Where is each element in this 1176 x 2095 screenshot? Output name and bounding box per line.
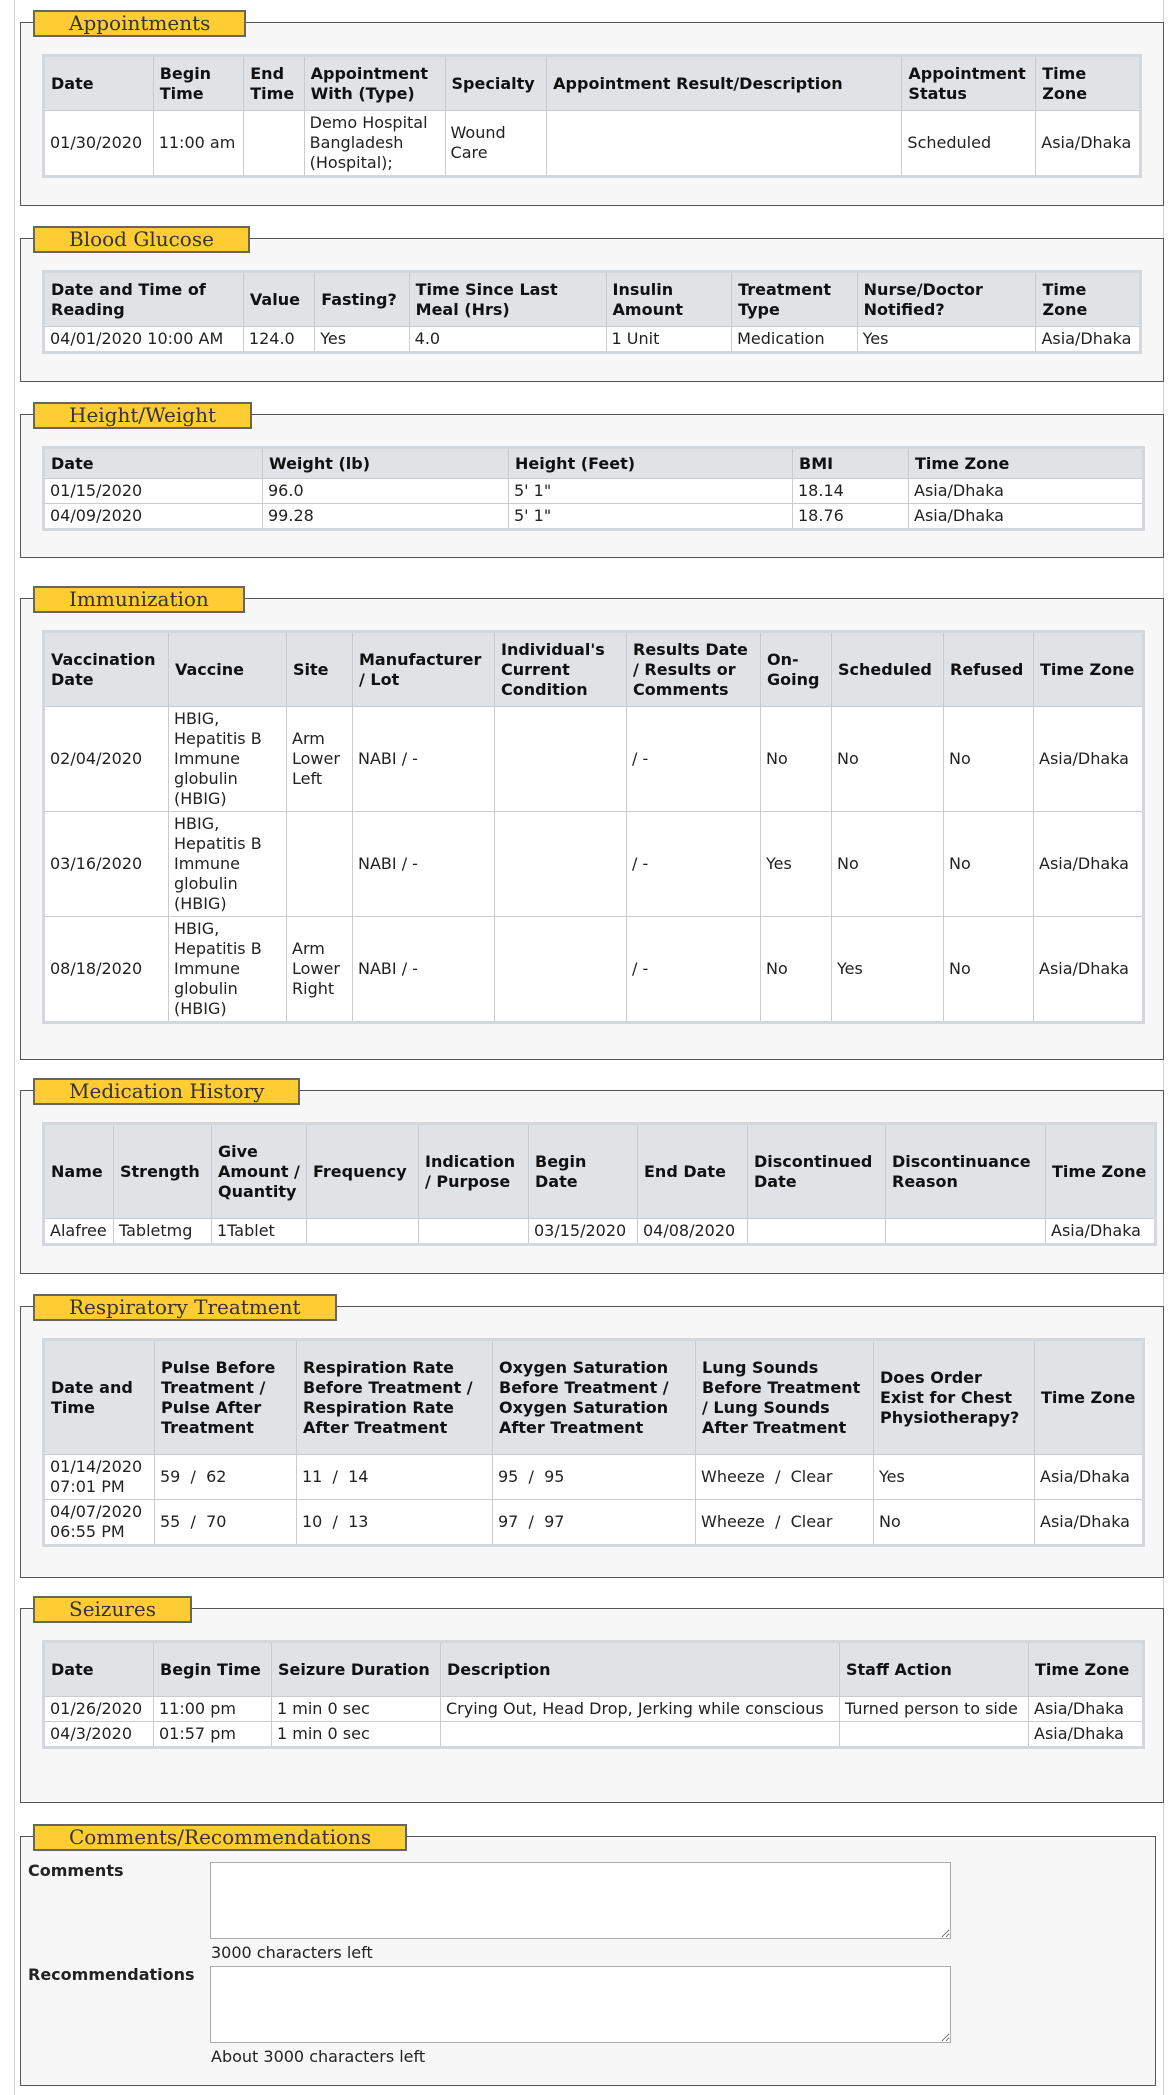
blood-glucose-column-header: Time Zone [1036, 272, 1141, 327]
height-weight-table-cell: 18.76 [793, 504, 909, 530]
seizures-table-cell [840, 1722, 1029, 1748]
comments-recommendations-section [20, 1825, 1156, 2086]
immunization-column-header: Individual's Current Condition [495, 632, 627, 707]
appointments-column-header: Appointment Status [902, 56, 1036, 111]
medication-history-title: Medication History [33, 1078, 300, 1105]
seizures-table-cell: Turned person to side [840, 1697, 1029, 1722]
seizures-column-header: Staff Action [840, 1642, 1029, 1697]
respiratory-treatment-table-cell: 10 / 13 [297, 1500, 493, 1546]
seizures-table-cell: Asia/Dhaka [1029, 1722, 1144, 1748]
immunization-column-header: Results Date / Results or Comments [627, 632, 761, 707]
height-weight-column-header: Weight (lb) [263, 448, 509, 479]
blood-glucose-table-cell: Yes [315, 327, 409, 353]
immunization-table-cell: No [761, 917, 832, 1023]
immunization-table-cell: No [832, 812, 944, 917]
immunization-table-cell: / - [627, 812, 761, 917]
blood-glucose-column-header: Nurse/Doctor Notified? [857, 272, 1036, 327]
height-weight-table-cell: 5' 1" [509, 479, 793, 504]
medication-history-table-cell: 1Tablet [212, 1219, 307, 1245]
seizures-table-row [44, 1697, 1144, 1722]
blood-glucose-column-header: Time Since Last Meal (Hrs) [409, 272, 606, 327]
respiratory-treatment-column-header: Oxygen Saturation Before Treatment / Oxygen Saturation After Treatment [493, 1340, 696, 1455]
appointments-table-cell: Demo Hospital Bangladesh (Hospital); [304, 111, 445, 177]
medication-history-table-cell: Asia/Dhaka [1046, 1219, 1156, 1245]
seizures-title: Seizures [33, 1596, 192, 1623]
blood-glucose-table-cell: Medication [732, 327, 858, 353]
respiratory-treatment-column-header: Pulse Before Treatment / Pulse After Treatment [155, 1340, 297, 1455]
seizures-table-cell: 01/26/2020 [44, 1697, 154, 1722]
comments-textarea[interactable] [210, 1862, 951, 1939]
respiratory-treatment-table-cell: 95 / 95 [493, 1455, 696, 1500]
appointments-table-row [44, 111, 1141, 177]
appointments-table-cell: Wound Care [445, 111, 547, 177]
seizures-column-header: Begin Time [154, 1642, 272, 1697]
respiratory-treatment-table-row [44, 1500, 1144, 1546]
immunization-table-cell: NABI / - [353, 917, 495, 1023]
height-weight-table-row [44, 479, 1144, 504]
medication-history-table-cell [419, 1219, 529, 1245]
immunization-column-header: Vaccination Date [44, 632, 169, 707]
blood-glucose-table-cell: 04/01/2020 10:00 AM [44, 327, 244, 353]
respiratory-treatment-table [42, 1338, 1145, 1547]
appointments-column-header: Time Zone [1036, 56, 1141, 111]
seizures-column-header: Date [44, 1642, 154, 1697]
height-weight-table-cell: 18.14 [793, 479, 909, 504]
respiratory-treatment-table-cell: Wheeze / Clear [696, 1455, 874, 1500]
appointments-table-cell: 11:00 am [153, 111, 244, 177]
immunization-table-cell: NABI / - [353, 707, 495, 812]
immunization-column-header: Vaccine [169, 632, 287, 707]
appointments-column-header: Specialty [445, 56, 547, 111]
medication-history-column-header: Give Amount / Quantity [212, 1124, 307, 1219]
comments-character-counter: 3000 characters left [211, 1943, 373, 1962]
immunization-table-row [44, 917, 1144, 1023]
respiratory-treatment-table-row [44, 1455, 1144, 1500]
immunization-column-header: Site [287, 632, 353, 707]
immunization-table-cell: / - [627, 707, 761, 812]
immunization-table-row [44, 812, 1144, 917]
immunization-column-header: Time Zone [1034, 632, 1144, 707]
immunization-table-cell: No [761, 707, 832, 812]
blood-glucose-column-header: Date and Time of Reading [44, 272, 244, 327]
height-weight-table-cell: 99.28 [263, 504, 509, 530]
height-weight-table-cell: 01/15/2020 [44, 479, 263, 504]
height-weight-section [20, 403, 1164, 558]
report-page [14, 0, 1164, 2095]
immunization-column-header: Manufacturer / Lot [353, 632, 495, 707]
immunization-table-cell [495, 707, 627, 812]
immunization-table-cell: No [832, 707, 944, 812]
comments-recommendations-title: Comments/Recommendations [33, 1824, 407, 1851]
medication-history-column-header: Discontinuance Reason [886, 1124, 1046, 1219]
immunization-column-header: Refused [944, 632, 1034, 707]
appointments-table-cell: Scheduled [902, 111, 1036, 177]
respiratory-treatment-table-cell: 97 / 97 [493, 1500, 696, 1546]
medication-history-table-cell [307, 1219, 419, 1245]
blood-glucose-table-cell: 4.0 [409, 327, 606, 353]
medication-history-table-cell [886, 1219, 1046, 1245]
immunization-table-cell: No [944, 812, 1034, 917]
blood-glucose-column-header: Fasting? [315, 272, 409, 327]
respiratory-treatment-table-cell: 01/14/2020 07:01 PM [44, 1455, 155, 1500]
height-weight-column-header: Time Zone [909, 448, 1144, 479]
appointments-section [20, 11, 1164, 206]
respiratory-treatment-column-header: Respiration Rate Before Treatment / Respiration Rate After Treatment [297, 1340, 493, 1455]
medication-history-table-cell: Alafree [44, 1219, 114, 1245]
immunization-column-header: On-Going [761, 632, 832, 707]
medication-history-column-header: Discontinued Date [748, 1124, 886, 1219]
appointments-column-header: End Time [244, 56, 304, 111]
height-weight-table-cell: Asia/Dhaka [909, 479, 1144, 504]
immunization-table-cell: Yes [832, 917, 944, 1023]
blood-glucose-section [20, 227, 1164, 382]
seizures-table-cell: 04/3/2020 [44, 1722, 154, 1748]
immunization-table-cell: 02/04/2020 [44, 707, 169, 812]
immunization-table-cell [495, 812, 627, 917]
seizures-table [42, 1640, 1145, 1749]
medication-history-column-header: End Date [638, 1124, 748, 1219]
respiratory-treatment-column-header: Date and Time [44, 1340, 155, 1455]
immunization-table-cell: / - [627, 917, 761, 1023]
blood-glucose-column-header: Insulin Amount [606, 272, 732, 327]
seizures-column-header: Time Zone [1029, 1642, 1144, 1697]
respiratory-treatment-table-cell: Asia/Dhaka [1035, 1455, 1144, 1500]
immunization-title: Immunization [33, 586, 245, 613]
respiratory-treatment-table-cell: 04/07/2020 06:55 PM [44, 1500, 155, 1546]
immunization-table [42, 630, 1145, 1024]
immunization-table-cell: Asia/Dhaka [1034, 707, 1144, 812]
recommendations-label: Recommendations [28, 1965, 195, 1984]
height-weight-title: Height/Weight [33, 402, 252, 429]
seizures-section [20, 1597, 1164, 1803]
immunization-table-cell: Asia/Dhaka [1034, 917, 1144, 1023]
medication-history-table-cell: Tabletmg [114, 1219, 212, 1245]
medication-history-table-cell: 03/15/2020 [529, 1219, 638, 1245]
respiratory-treatment-table-cell: Wheeze / Clear [696, 1500, 874, 1546]
blood-glucose-table-cell: Asia/Dhaka [1036, 327, 1141, 353]
respiratory-treatment-table-cell: Yes [874, 1455, 1035, 1500]
comments-label: Comments [28, 1861, 124, 1880]
height-weight-table [42, 446, 1145, 531]
appointments-column-header: Appointment With (Type) [304, 56, 445, 111]
appointments-table-cell: 01/30/2020 [44, 111, 154, 177]
medication-history-column-header: Time Zone [1046, 1124, 1156, 1219]
blood-glucose-table-cell: 1 Unit [606, 327, 732, 353]
seizures-table-cell: 01:57 pm [154, 1722, 272, 1748]
immunization-table-cell: No [944, 707, 1034, 812]
recommendations-textarea[interactable] [210, 1966, 951, 2043]
respiratory-treatment-column-header: Time Zone [1035, 1340, 1144, 1455]
height-weight-column-header: BMI [793, 448, 909, 479]
medication-history-section [20, 1079, 1164, 1274]
height-weight-column-header: Date [44, 448, 263, 479]
seizures-table-cell: 1 min 0 sec [272, 1722, 441, 1748]
respiratory-treatment-title: Respiratory Treatment [33, 1294, 337, 1321]
medication-history-column-header: Begin Date [529, 1124, 638, 1219]
seizures-table-row [44, 1722, 1144, 1748]
immunization-table-cell [287, 812, 353, 917]
immunization-table-cell: Yes [761, 812, 832, 917]
seizures-table-cell: Asia/Dhaka [1029, 1697, 1144, 1722]
respiratory-treatment-table-cell: 55 / 70 [155, 1500, 297, 1546]
immunization-table-cell: HBIG, Hepatitis B Immune globulin (HBIG) [169, 707, 287, 812]
immunization-table-row [44, 707, 1144, 812]
medication-history-column-header: Strength [114, 1124, 212, 1219]
blood-glucose-column-header: Treatment Type [732, 272, 858, 327]
blood-glucose-table-row [44, 327, 1141, 353]
immunization-table-cell: No [944, 917, 1034, 1023]
appointments-title: Appointments [33, 10, 246, 37]
respiratory-treatment-column-header: Lung Sounds Before Treatment / Lung Sounds After Treatment [696, 1340, 874, 1455]
immunization-column-header: Scheduled [832, 632, 944, 707]
seizures-table-cell: 1 min 0 sec [272, 1697, 441, 1722]
height-weight-table-cell: 04/09/2020 [44, 504, 263, 530]
respiratory-treatment-table-cell: Asia/Dhaka [1035, 1500, 1144, 1546]
medication-history-column-header: Indication / Purpose [419, 1124, 529, 1219]
blood-glucose-table-cell: 124.0 [243, 327, 314, 353]
seizures-column-header: Seizure Duration [272, 1642, 441, 1697]
height-weight-table-row [44, 504, 1144, 530]
appointments-table-cell [244, 111, 304, 177]
respiratory-treatment-table-cell: 11 / 14 [297, 1455, 493, 1500]
respiratory-treatment-table-cell: 59 / 62 [155, 1455, 297, 1500]
seizures-column-header: Description [441, 1642, 840, 1697]
seizures-table-cell: Crying Out, Head Drop, Jerking while conscious [441, 1697, 840, 1722]
medication-history-table-cell: 04/08/2020 [638, 1219, 748, 1245]
immunization-section [20, 587, 1164, 1060]
immunization-table-cell: 08/18/2020 [44, 917, 169, 1023]
medication-history-column-header: Name [44, 1124, 114, 1219]
seizures-table-cell: 11:00 pm [154, 1697, 272, 1722]
immunization-table-cell: Arm Lower Left [287, 707, 353, 812]
respiratory-treatment-column-header: Does Order Exist for Chest Physiotherapy? [874, 1340, 1035, 1455]
respiratory-treatment-table-cell: No [874, 1500, 1035, 1546]
immunization-table-cell: Asia/Dhaka [1034, 812, 1144, 917]
immunization-table-cell: NABI / - [353, 812, 495, 917]
medication-history-table-cell [748, 1219, 886, 1245]
appointments-table [42, 54, 1142, 178]
appointments-table-cell [547, 111, 902, 177]
blood-glucose-table-cell: Yes [857, 327, 1036, 353]
height-weight-table-cell: 5' 1" [509, 504, 793, 530]
blood-glucose-title: Blood Glucose [33, 226, 250, 253]
blood-glucose-column-header: Value [243, 272, 314, 327]
immunization-table-cell: HBIG, Hepatitis B Immune globulin (HBIG) [169, 812, 287, 917]
appointments-table-cell: Asia/Dhaka [1036, 111, 1141, 177]
appointments-column-header: Begin Time [153, 56, 244, 111]
appointments-column-header: Appointment Result/Description [547, 56, 902, 111]
seizures-table-cell [441, 1722, 840, 1748]
page-left-rule [14, 0, 15, 2095]
immunization-table-cell: HBIG, Hepatitis B Immune globulin (HBIG) [169, 917, 287, 1023]
appointments-column-header: Date [44, 56, 154, 111]
medication-history-column-header: Frequency [307, 1124, 419, 1219]
recommendations-character-counter: About 3000 characters left [211, 2047, 426, 2066]
height-weight-table-cell: Asia/Dhaka [909, 504, 1144, 530]
respiratory-treatment-section [20, 1295, 1164, 1578]
immunization-table-cell: 03/16/2020 [44, 812, 169, 917]
height-weight-table-cell: 96.0 [263, 479, 509, 504]
medication-history-table [42, 1122, 1157, 1246]
medication-history-table-row [44, 1219, 1156, 1245]
blood-glucose-table [42, 270, 1142, 354]
immunization-table-cell [495, 917, 627, 1023]
immunization-table-cell: Arm Lower Right [287, 917, 353, 1023]
height-weight-column-header: Height (Feet) [509, 448, 793, 479]
